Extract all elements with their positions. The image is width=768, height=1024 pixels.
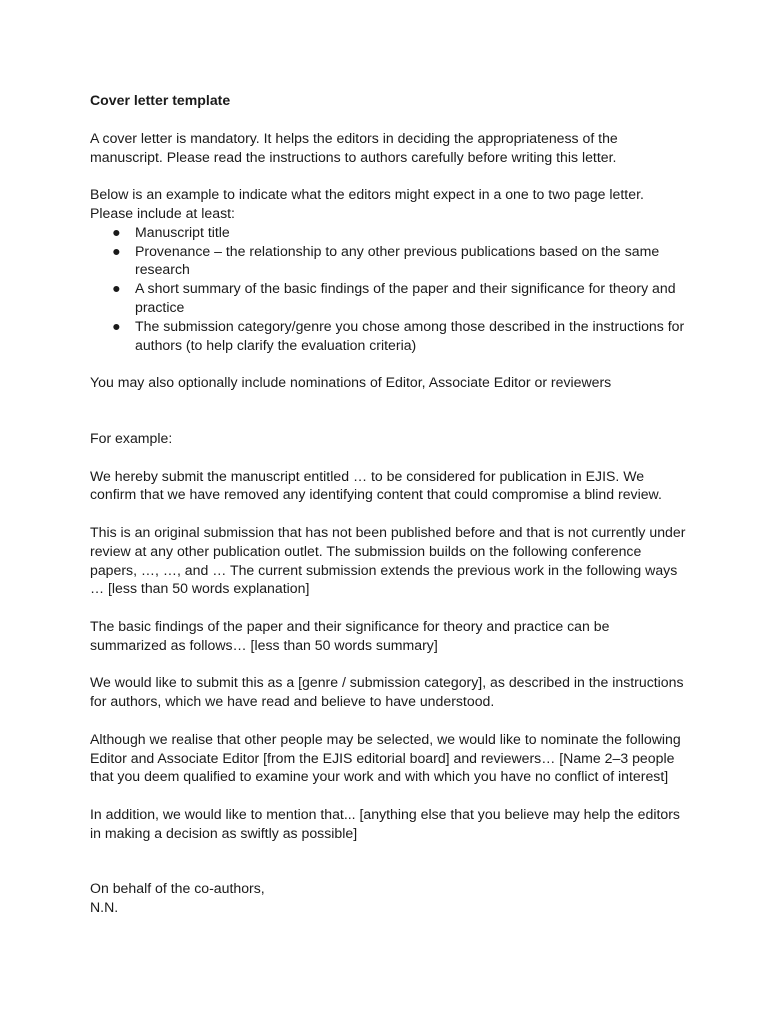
list-item bbox=[90, 317, 690, 355]
list-item bbox=[90, 223, 690, 242]
optional-nominations-line: You may also optionally include nominations of Editor, Associate Editor or reviewers bbox=[90, 374, 612, 391]
list-item bbox=[90, 242, 690, 280]
list-item-text: A short summary of the basic findings of the paper and their significance for theory and practice bbox=[135, 280, 676, 315]
list-item-text: The submission category/genre you chose among those described in the instructions for authors (to help clarify the evaluation criteria) bbox=[135, 317, 685, 353]
list-item bbox=[90, 279, 690, 317]
letter-paragraph-findings: The basic findings of the paper and their significance for theory and practice can be summarized as follows… [less than 50 words summary] bbox=[90, 617, 610, 653]
list-item-text: Manuscript title bbox=[135, 223, 230, 240]
bullet-icon: ● bbox=[112, 242, 121, 259]
document-title: Cover letter template bbox=[90, 92, 231, 108]
intro-paragraph: A cover letter is mandatory. It helps the editors in deciding the appropriateness of the manuscript. Please read the instructions to authors carefully before writing this letter. bbox=[90, 129, 618, 165]
please-include-line: Please include at least: bbox=[90, 204, 235, 221]
letter-paragraph-additional: In addition, we would like to mention that... [anything else that you believe may help the editors in making a decision as swiftly as possible] bbox=[90, 805, 680, 841]
letter-paragraph-submission: We hereby submit the manuscript entitled … to be considered for publication in EJIS. We confirm that we have removed any identifying content that could compromise a blind review. bbox=[90, 467, 662, 503]
letter-paragraph-originality: This is an original submission that has not been published before and that is not currently under review at any other publication outlet. The submission builds on the following conference papers, …, …, and … The current submission extends the previous work in the following ways … [less than 50 words explanation] bbox=[90, 523, 686, 597]
signature: N.N. bbox=[90, 899, 119, 916]
closing-line: On behalf of the co-authors, bbox=[90, 880, 265, 897]
bullet-icon: ● bbox=[112, 223, 121, 240]
bullet-icon: ● bbox=[112, 280, 121, 297]
list-item-text: Provenance – the relationship to any other previous publications based on the same research bbox=[135, 242, 660, 278]
document-page bbox=[90, 91, 690, 917]
letter-paragraph-genre: We would like to submit this as a [genre / submission category], as described in the instructions for authors, which we have read and believe to have understood. bbox=[90, 674, 684, 710]
below-paragraph: Below is an example to indicate what the editors might expect in a one to two page letter. bbox=[90, 186, 644, 203]
bullet-icon: ● bbox=[112, 317, 121, 334]
letter-paragraph-nominations: Although we realise that other people may be selected, we would like to nominate the following Editor and Associate Editor [from the EJIS editorial board] and reviewers… [Name 2–3 people that you deem qualified to examine your work and with which you have no conflict of interest] bbox=[90, 730, 681, 785]
for-example-label: For example: bbox=[90, 429, 173, 446]
requirements-list bbox=[90, 223, 690, 355]
